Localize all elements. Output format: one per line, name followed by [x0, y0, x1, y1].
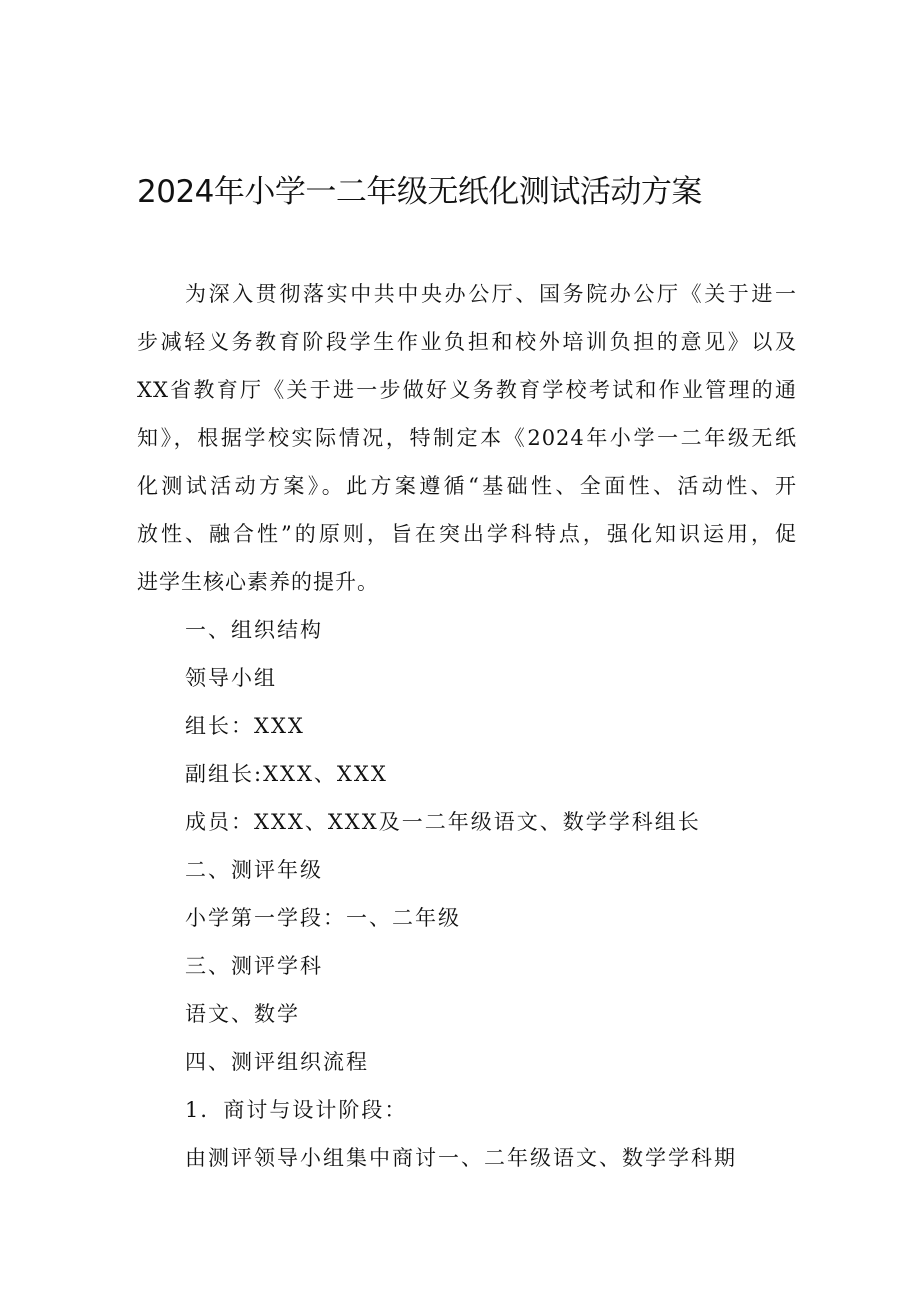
paragraph-line: 知》，根据学校实际情况，特制定本《2024年小学一二年级无纸 [137, 426, 797, 450]
process-step-text: 由测评领导小组集中商讨一、二年级语文、数学学科期 [185, 1146, 737, 1170]
paragraph-line: 放性、融合性”的原则，旨在突出学科特点，强化知识运用，促 [137, 522, 797, 546]
plan-sections [185, 606, 805, 1182]
group-leader: 组长：XXX [185, 714, 305, 738]
section-heading-grades: 二、测评年级 [185, 858, 323, 882]
process-step-heading: 1．商讨与设计阶段： [185, 1098, 408, 1122]
paragraph-line: 化测试活动方案》。此方案遵循“基础性、全面性、活动性、开 [137, 474, 797, 498]
section-heading-process: 四、测评组织流程 [185, 1050, 369, 1074]
paragraph-line: 进学生核心素养的提升。 [137, 570, 379, 594]
paragraph-line: XX省教育厅《关于进一步做好义务教育学校考试和作业管理的通 [137, 378, 797, 402]
subjects-text: 语文、数学 [185, 1002, 300, 1026]
paragraph-line: 步减轻义务教育阶段学生作业负担和校外培训负担的意见》以及 [137, 330, 797, 354]
intro-paragraph [137, 270, 797, 606]
section-heading-subjects: 三、测评学科 [185, 954, 323, 978]
deputy-group-leader: 副组长:XXX、XXX [185, 762, 388, 786]
grades-text: 小学第一学段：一、二年级 [185, 906, 461, 930]
group-members: 成员：XXX、XXX及一二年级语文、数学学科组长 [185, 810, 701, 834]
leadership-group-label: 领导小组 [185, 666, 277, 690]
section-heading-organization: 一、组织结构 [185, 618, 323, 642]
document-title: 2024年小学一二年级无纸化测试活动方案 [137, 174, 702, 210]
paragraph-line: 为深入贯彻落实中共中央办公厅、国务院办公厅《关于进一 [185, 282, 797, 306]
